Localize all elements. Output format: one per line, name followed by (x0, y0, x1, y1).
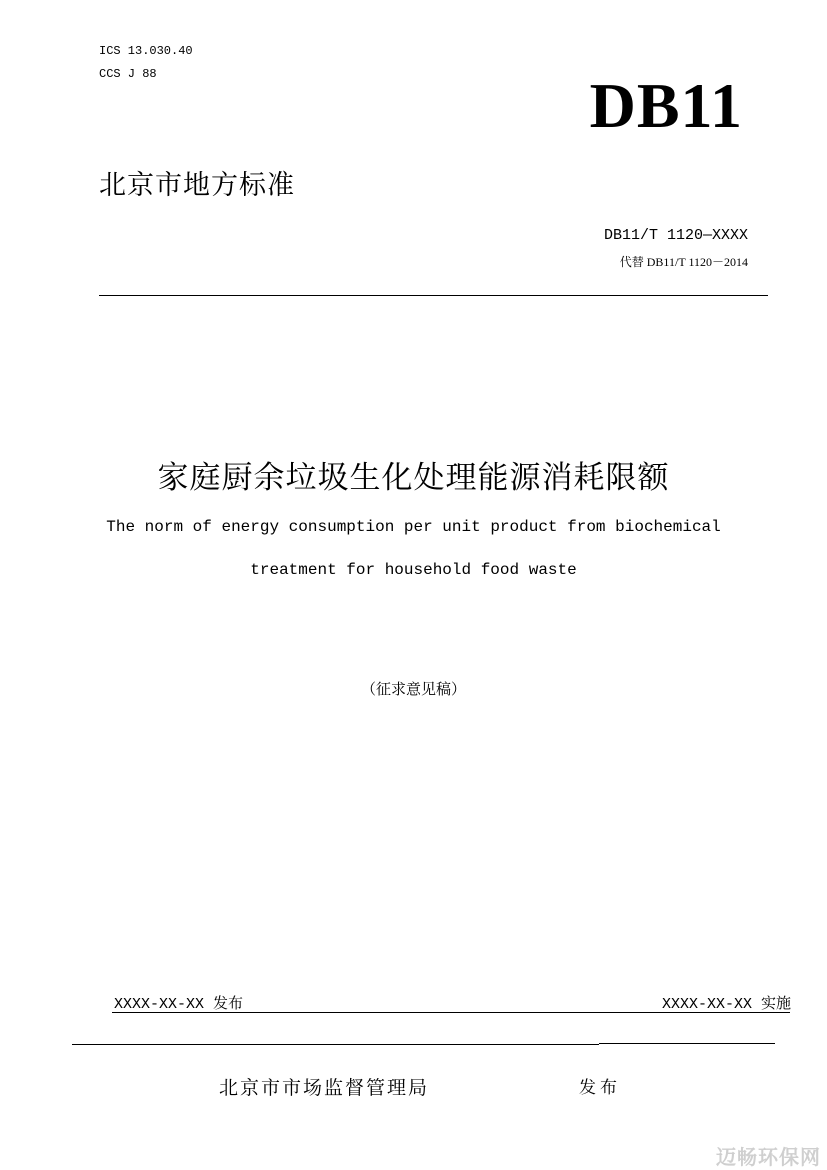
document-title-english-line1: The norm of energy consumption per unit product from biochemical (106, 518, 721, 536)
document-title-chinese: 家庭厨余垃圾生化处理能源消耗限额 (157, 460, 670, 496)
publish-date: XXXX-XX-XX 发布 (114, 996, 244, 1013)
footer-divider-right (599, 1043, 775, 1044)
standard-number: DB11/T 1120—XXXX (603, 227, 748, 244)
issue-label: 发布 (579, 1078, 621, 1098)
ics-code: ICS 13.030.40 (99, 44, 193, 58)
replaces-standard: 代替 DB11/T 1120－2014 (619, 255, 748, 269)
ccs-code: CCS J 88 (99, 67, 157, 81)
date-divider (112, 1012, 790, 1013)
footer-divider-left (72, 1044, 599, 1045)
header-divider (99, 295, 768, 296)
standard-category: 北京市地方标准 (99, 170, 295, 201)
db11-logo: DB11 (589, 70, 743, 141)
implement-date: XXXX-XX-XX 实施 (661, 996, 791, 1013)
document-title-english-line2: treatment for household food waste (250, 561, 577, 579)
site-watermark: 迈畅环保网 (716, 1145, 821, 1169)
draft-status: （征求意见稿） (360, 680, 466, 698)
issuing-authority: 北京市市场监督管理局 (219, 1077, 430, 1099)
